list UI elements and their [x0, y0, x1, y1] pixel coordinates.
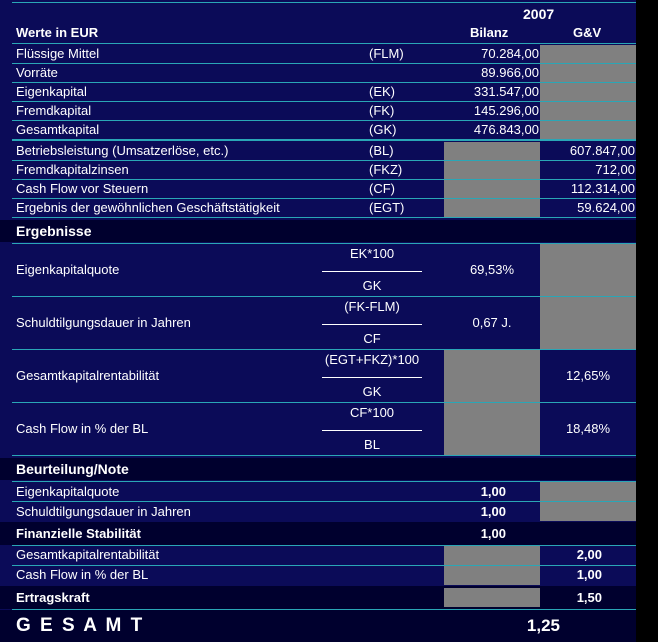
- note-eigenkapitalquote-label: Eigenkapitalquote: [16, 484, 120, 499]
- input-bilanz-value[interactable]: 476.843,00: [473, 122, 539, 137]
- gesamt-row: [0, 610, 636, 642]
- ratio-numerator: (EGT+FKZ)*100: [324, 352, 420, 367]
- fraction-bar: [322, 430, 422, 431]
- note-gkr-label: Gesamtkapitalrentabilität: [16, 547, 160, 562]
- input-abbr: (EK): [369, 84, 395, 99]
- units-label: Werte in EUR: [16, 25, 99, 40]
- input-guv-shade: [540, 102, 636, 120]
- stabilitaet-row: [0, 522, 636, 545]
- ratio-bilanz-value[interactable]: 69,53%: [469, 262, 515, 277]
- input-abbr: (GK): [369, 122, 397, 137]
- ratio-guv-shade: [540, 244, 636, 296]
- input-guv-value[interactable]: 112.314,00: [570, 181, 635, 196]
- input-label: Vorräte: [16, 65, 58, 80]
- ratio-guv-shade: [540, 297, 636, 349]
- note-cashflow-bilanz-shade: [444, 566, 540, 585]
- input-bilanz-value[interactable]: 89.966,00: [481, 65, 539, 80]
- input-guv-value[interactable]: 712,00: [595, 162, 635, 177]
- input-guv-value[interactable]: 607.847,00: [569, 143, 635, 158]
- input-label: Fremdkapitalzinsen: [16, 162, 129, 177]
- input-abbr: (FK): [369, 103, 395, 118]
- row-separator: [12, 402, 636, 403]
- input-bilanz-value[interactable]: 70.284,00: [481, 46, 539, 61]
- ergebnisse-title: Ergebnisse: [16, 223, 92, 239]
- beurteilung-title: Beurteilung/Note: [16, 461, 129, 477]
- input-bilanz-shade: [444, 199, 540, 217]
- note-schuldtilgung-guv-shade: [540, 502, 636, 521]
- ratio-numerator: CF*100: [349, 405, 395, 420]
- ertragskraft-value[interactable]: 1,50: [576, 590, 602, 605]
- ratio-numerator: EK*100: [349, 246, 395, 261]
- guv-header: G&V: [573, 25, 602, 40]
- ratio-label: Gesamtkapitalrentabilität: [16, 368, 160, 383]
- gesamt-value[interactable]: 1,25: [526, 616, 560, 635]
- input-abbr: (FLM): [369, 46, 404, 61]
- ertragskraft-bilanz-shade: [444, 588, 540, 607]
- year-header: 2007: [523, 6, 555, 22]
- input-guv-shade: [540, 83, 636, 101]
- stabilitaet-value[interactable]: 1,00: [480, 526, 506, 541]
- note-gkr-value[interactable]: 2,00: [576, 547, 602, 562]
- ertragskraft-label: Ertragskraft: [16, 590, 90, 605]
- ratio-label: Schuldtilgungsdauer in Jahren: [16, 315, 191, 330]
- note-cashflow-value[interactable]: 1,00: [576, 567, 602, 582]
- input-bilanz-value[interactable]: 145.296,00: [473, 103, 539, 118]
- ratio-denominator: BL: [364, 437, 380, 452]
- note-eigenkapitalquote-value[interactable]: 1,00: [480, 484, 506, 499]
- input-label: Cash Flow vor Steuern: [16, 181, 149, 196]
- ratio-bilanz-shade: [444, 350, 540, 402]
- input-guv-shade: [540, 64, 636, 82]
- input-abbr: (FKZ): [369, 162, 403, 177]
- bilanz-header: Bilanz: [470, 25, 509, 40]
- input-abbr: (EGT): [369, 200, 405, 215]
- beurteilung-section: [0, 458, 636, 480]
- ratio-denominator: GK: [362, 384, 382, 399]
- input-label: Eigenkapital: [16, 84, 87, 99]
- ratio-guv-value[interactable]: 18,48%: [565, 421, 611, 436]
- gesamt-label: G E S A M T: [16, 615, 145, 636]
- input-guv-value[interactable]: 59.624,00: [577, 200, 635, 215]
- fraction-bar: [322, 377, 422, 378]
- input-label: Fremdkapital: [16, 103, 92, 118]
- input-guv-shade: [540, 45, 636, 63]
- note-eigenkapitalquote-guv-shade: [540, 482, 636, 501]
- fraction-bar: [322, 324, 422, 325]
- ratio-bilanz-shade: [444, 403, 540, 455]
- ratio-denominator: GK: [362, 278, 382, 293]
- input-label: Flüssige Mittel: [16, 46, 100, 61]
- fraction-bar: [322, 271, 422, 272]
- ratio-bilanz-value[interactable]: 0,67 J.: [472, 315, 512, 330]
- ergebnisse-section: [0, 220, 636, 242]
- ratio-guv-value[interactable]: 12,65%: [565, 368, 611, 383]
- input-bilanz-shade: [444, 161, 540, 179]
- input-bilanz-shade: [444, 142, 540, 160]
- input-bilanz-value[interactable]: 331.547,00: [473, 84, 539, 99]
- input-label: Ergebnis der gewöhnlichen Geschäftstätigkeit: [16, 200, 280, 215]
- input-label: Betriebsleistung (Umsatzerlöse, etc.): [16, 143, 229, 158]
- input-label: Gesamtkapital: [16, 122, 100, 137]
- input-guv-shade: [540, 121, 636, 139]
- note-schuldtilgung-value[interactable]: 1,00: [480, 504, 506, 519]
- ratio-numerator: (FK-FLM): [344, 299, 400, 314]
- note-cashflow-label: Cash Flow in % der BL: [16, 567, 149, 582]
- input-bilanz-shade: [444, 180, 540, 198]
- ertragskraft-row: [0, 586, 636, 609]
- row-separator: [12, 349, 636, 350]
- stabilitaet-label: Finanzielle Stabilität: [16, 526, 141, 541]
- ratio-label: Eigenkapitalquote: [16, 262, 120, 277]
- input-abbr: (CF): [369, 181, 395, 196]
- ratio-denominator: CF: [363, 331, 381, 346]
- ratio-label: Cash Flow in % der BL: [16, 421, 149, 436]
- row-separator: [12, 217, 636, 218]
- row-separator: [12, 455, 636, 456]
- note-gkr-bilanz-shade: [444, 546, 540, 565]
- input-abbr: (BL): [369, 143, 394, 158]
- row-separator: [12, 140, 636, 141]
- note-schuldtilgung-label: Schuldtilgungsdauer in Jahren: [16, 504, 191, 519]
